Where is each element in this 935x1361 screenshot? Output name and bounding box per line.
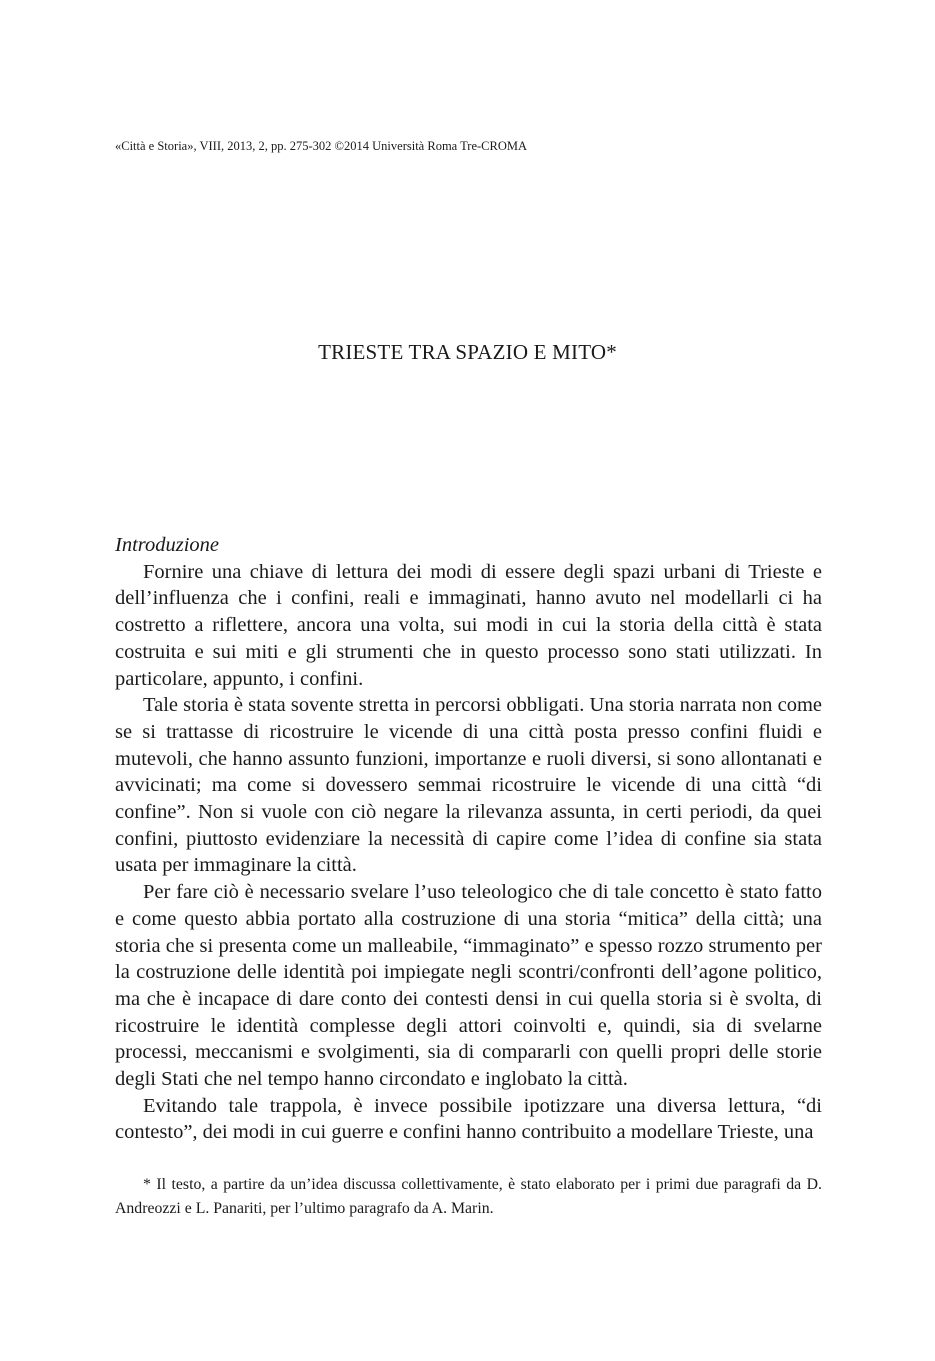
paragraph-1: Fornire una chiave di lettura dei modi di essere degli spazi urbani di Trieste e dell’influenza che i confini, reali e immaginati, hanno avuto nel modellarli ci ha costretto a riflettere, ancora una volta, sui modi in cui la storia della città è stata costruita e sui miti e gli strumenti che in questo processo sono stati utilizzati. In particolare, appunto, i confini. [115, 560, 822, 690]
running-head: «Città e Storia», VIII, 2013, 2, pp. 275-302 ©2014 Università Roma Tre-CROMA [115, 139, 528, 153]
footnote: * Il testo, a partire da un’idea discussa collettivamente, è stato elaborato per i primi due paragrafi da D. Andreozzi e L. Panariti, per l’ultimo paragrafo da A. Marin. [115, 1176, 822, 1217]
paragraph-3: Per fare ciò è necessario svelare l’uso teleologico che di tale concetto è stato fatto e come questo abbia portato alla costruzione di una storia “mitica” della città; una storia che si presenta come un malleabile, “immaginato” e spesso rozzo strumento per la costruzione delle identità poi impiegate negli scontri/confronti dell’agone politico, ma che è incapace di dare conto dei contesti densi in cui quella storia si è svolta, di ricostruire le identità complesse degli attori coinvolti e, quindi, sia di svelarne processi, meccanismi e svolgimenti, sia di compararli con quelli propri delle storie degli Stati che nel tempo hanno circondato e inglobato la città. [115, 881, 822, 1091]
paragraph-4: Evitando tale trappola, è invece possibile ipotizzare una diversa lettura, “di contesto”, dei modi in cui guerre e confini hanno contribuito a modellare Trieste, una [115, 1094, 822, 1144]
article-title: TRIESTE TRA SPAZIO E MITO* [318, 340, 617, 364]
paragraph-2: Tale storia è stata sovente stretta in percorsi obbligati. Una storia narrata non come se si trattasse di ricostruire le vicende di una città posta presso confini fluidi e mutevoli, che hanno assunto funzioni, importanze e ruoli diversi, si sono allontanati e avvicinati; ma come si dovessero semmai ricostruire le vicende di una città “di confine”. Non si vuole con ciò negare la rilevanza assunta, in certi periodi, da quei confini, piuttosto evidenziare la necessità di capire come l’idea di confine sia stata usata per immaginare la città. [115, 694, 822, 877]
article-body [115, 532, 822, 1146]
section-heading: Introduzione [115, 534, 220, 556]
